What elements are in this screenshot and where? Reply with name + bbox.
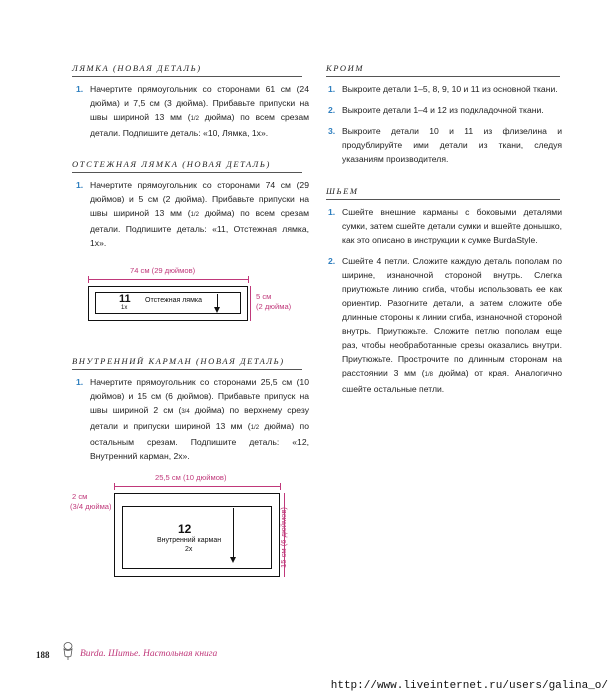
list-item: 1. Сшейте внешние карманы с боковыми деталями сумки, затем сшейте детали сумки и вшейте донышко, как это описано в инструкции к сумке BurdaStyle. [328,207,562,245]
section-heading-strap: ЛЯМКА (НОВАЯ ДЕТАЛЬ) [72,63,302,77]
piece-quantity: 1х [121,305,128,311]
height-dimension-label-inches: (2 дюйма) [256,302,292,311]
list-item: 1. Начертите прямоугольник со сторонами 61 см (24 дюйма) и 7,5 см (3 дюйма). Прибавьте припуски на швы шириной 13 мм (1/2 дюйма) по всем срезам детали. Подпишите деталь: «10, Лямка, 1х». [76,84,310,138]
strap-instructions [76,82,309,147]
list-item: 2. Сшейте 4 петли. Сложите каждую деталь пополам по ширине, изнаночной стороной внутрь. Слегка приутюжьте линию сгиба, чтобы использовать ее как ориентир. Разогните детали, а затем сложите обе длинные стороны к линии сгиба, изнаночной стороной внутрь. Приутюжьте. Сложите петлю пополам еще раз, чтобы необработанные срезы оказались внутри. Приутюжьте. Прострочите по длинным сторонам на расстоянии 3 мм (1/8 дюйма) от края. Аналогично сшейте остальные петли. [328,256,562,394]
list-item: 3. Выкроите детали 10 и 11 из флизелина и продублируйте ими детали из ткани, следуя указаниям производителя. [328,126,562,164]
piece-number: 12 [178,522,192,536]
dress-form-icon [62,642,74,660]
list-item: 1. Начертите прямоугольник со сторонами 74 см (29 дюймов) и 5 см (2 дюйма). Прибавьте припуски на швы шириной 13 мм (1/2 дюйма) по всем срезам детали. Подпишите деталь: «11, Отстежная лямка, 1х». [76,180,310,248]
height-dimension-label: 5 см [256,292,272,301]
piece-quantity: 2х [185,546,193,553]
inner-pocket-instructions [76,375,309,470]
source-url[interactable]: http://www.liveinternet.ru/users/galina_o/ [330,680,608,692]
section-heading-sewing: ШЬЕМ [326,186,560,200]
section-heading-inner-pocket: ВНУТРЕННИЙ КАРМАН (НОВАЯ ДЕТАЛЬ) [72,356,302,370]
section-heading-cutting: КРОИМ [326,63,560,77]
list-item: 2. Выкроите детали 1–4 и 12 из подкладочной ткани. [328,105,544,115]
height-dimension-line [250,286,251,321]
grainline-arrow [217,294,218,308]
height-dimension-label: 15 см (6 дюймов) [278,507,288,568]
cutting-instructions [328,82,562,173]
sewing-instructions [328,205,562,403]
width-dimension-label: 74 см (29 дюймов) [130,266,196,275]
piece-name: Внутренний карман [157,537,222,544]
detachable-strap-instructions [76,178,309,257]
piece-name: Отстежная лямка [145,297,202,304]
width-dimension-label: 25,5 см (10 дюймов) [155,473,227,482]
list-item: 1. Выкроите детали 1–5, 8, 9, 10 и 11 из основной ткани. [328,84,558,94]
top-allowance-label-inches: (3/4 дюйма) [70,502,112,511]
section-heading-detachable-strap: ОТСТЕЖНАЯ ЛЯМКА (НОВАЯ ДЕТАЛЬ) [72,159,302,173]
piece-number: 11 [119,293,131,305]
grainline-arrow [233,508,234,558]
width-dimension-line [88,279,248,280]
list-item: 1. Начертите прямоугольник со сторонами 25,5 см (10 дюймов) и 15 см (6 дюймов). Прибавьте припуск на швы шириной 2 см (3/4 дюйма) по верхнему срезу детали и припуски шириной 13 мм (1/2 дюйма) по остальным срезам. Подпишите деталь: «12, Внутренний карман, 2х». [76,377,310,461]
top-allowance-label: 2 см [72,492,88,501]
page-number: 188 [36,650,50,660]
book-title: Burda. Шитье. Настольная книга [80,649,218,659]
